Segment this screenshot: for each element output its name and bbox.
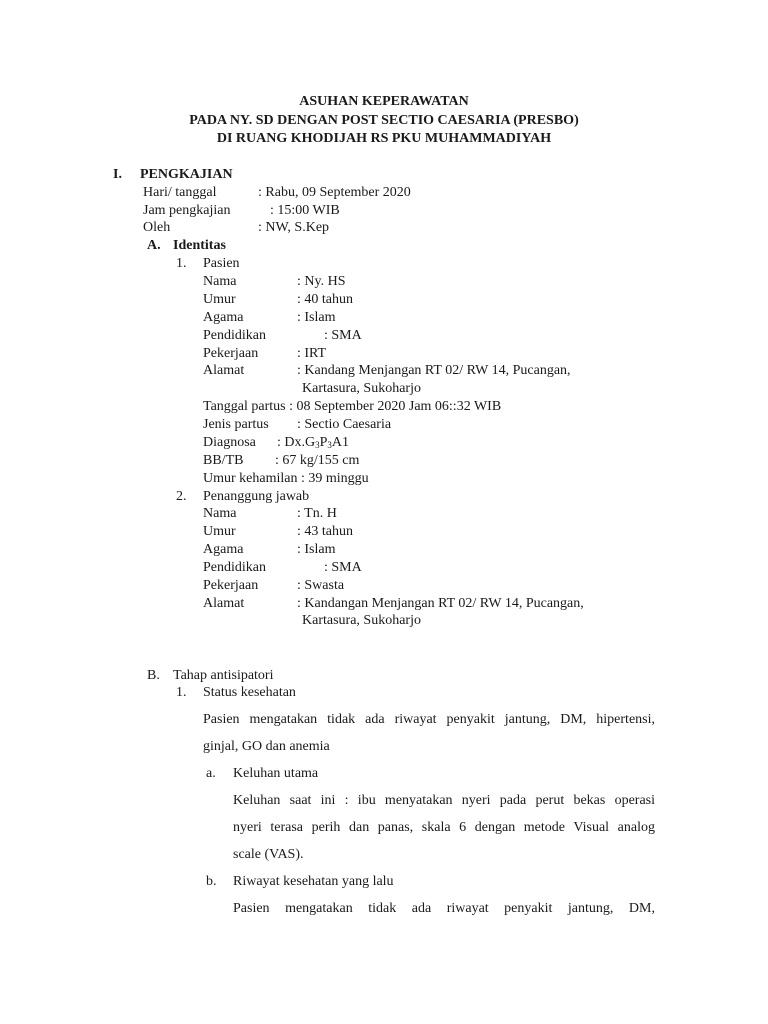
pasien-umur-label: Umur bbox=[203, 292, 236, 307]
diagnosa-abortus: A1 bbox=[331, 435, 350, 450]
penanggung-umur-value: : 43 tahun bbox=[297, 524, 353, 539]
status-paragraph-line-1: Pasien mengatakan tidak ada riwayat penyakit jantung, DM, hipertensi, bbox=[203, 712, 655, 727]
penanggung-pekerjaan-value: : Swasta bbox=[297, 578, 345, 593]
info-value-time: : 15:00 WIB bbox=[270, 203, 340, 218]
penanggung-agama-label: Agama bbox=[203, 542, 244, 557]
penanggung-pendidikan-label: Pendidikan bbox=[203, 560, 266, 575]
title-line-3: DI RUANG KHODIJAH RS PKU MUHAMMADIYAH bbox=[216, 131, 552, 146]
pasien-nama-label: Nama bbox=[203, 274, 237, 289]
keluhan-line-1: Keluhan saat ini : ibu menyatakan nyeri pada perut bekas operasi bbox=[233, 793, 655, 808]
info-label-by: Oleh bbox=[143, 220, 171, 235]
penanggung-nama-value: : Tn. H bbox=[297, 506, 337, 521]
penanggung-alamat-label: Alamat bbox=[203, 596, 245, 611]
pasien-number: 1. bbox=[176, 256, 187, 271]
keluhan-heading: Keluhan utama bbox=[233, 766, 319, 781]
riwayat-line-1: Pasien mengatakan tidak ada riwayat penyakit jantung, DM, bbox=[233, 901, 655, 916]
penanggung-number: 2. bbox=[176, 489, 187, 504]
info-label-date: Hari/ tanggal bbox=[143, 185, 217, 200]
diagnosa-prefix: : Dx.G bbox=[277, 435, 316, 450]
penanggung-pekerjaan-label: Pekerjaan bbox=[203, 578, 259, 593]
pasien-jenis-partus-value: : Sectio Caesaria bbox=[297, 417, 392, 432]
keluhan-line-2: nyeri terasa perih dan panas, skala 6 dengan metode Visual analog bbox=[233, 820, 655, 835]
penanggung-nama-label: Nama bbox=[203, 506, 237, 521]
riwayat-letter: b. bbox=[206, 874, 217, 889]
penanggung-pendidikan-value: : SMA bbox=[324, 560, 362, 575]
keluhan-line-3: scale (VAS). bbox=[233, 847, 304, 862]
penanggung-agama-value: : Islam bbox=[297, 542, 336, 557]
pasien-pendidikan-value: : SMA bbox=[324, 328, 362, 343]
pasien-agama-label: Agama bbox=[203, 310, 244, 325]
pasien-diagnosa-value bbox=[277, 434, 349, 452]
pasien-umur-kehamilan: Umur kehamilan : 39 minggu bbox=[203, 471, 369, 486]
info-value-date: : Rabu, 09 September 2020 bbox=[258, 185, 411, 200]
info-label-time: Jam pengkajian bbox=[143, 203, 231, 218]
diagnosa-para-sub: 3 bbox=[327, 440, 332, 450]
penanggung-heading: Penanggung jawab bbox=[203, 489, 310, 504]
penanggung-alamat-value-2: Kartasura, Sukoharjo bbox=[302, 613, 421, 628]
pasien-alamat-label: Alamat bbox=[203, 363, 245, 378]
keluhan-letter: a. bbox=[206, 766, 216, 781]
riwayat-heading: Riwayat kesehatan yang lalu bbox=[233, 874, 394, 889]
pasien-diagnosa-label: Diagnosa bbox=[203, 435, 256, 450]
subsection-b-heading: Tahap antisipatori bbox=[173, 668, 274, 683]
title-line-2: PADA NY. SD DENGAN POST SECTIO CAESARIA (PRESBO) bbox=[189, 113, 579, 128]
subsection-a-heading: Identitas bbox=[173, 238, 226, 253]
pasien-nama-value: : Ny. HS bbox=[297, 274, 346, 289]
diagnosa-para: P bbox=[319, 435, 328, 450]
pasien-heading: Pasien bbox=[203, 256, 240, 271]
pasien-jenis-partus-label: Jenis partus bbox=[203, 417, 269, 432]
section-number: I. bbox=[113, 167, 122, 182]
subsection-b-letter: B. bbox=[147, 668, 160, 683]
title-line-1: ASUHAN KEPERAWATAN bbox=[299, 94, 469, 109]
status-paragraph-line-2: ginjal, GO dan anemia bbox=[203, 739, 330, 754]
status-heading: Status kesehatan bbox=[203, 685, 296, 700]
subsection-a-letter: A. bbox=[147, 238, 161, 253]
info-value-by: : NW, S.Kep bbox=[258, 220, 330, 235]
penanggung-umur-label: Umur bbox=[203, 524, 236, 539]
section-heading: PENGKAJIAN bbox=[140, 167, 233, 182]
pasien-bbtb-label: BB/TB bbox=[203, 453, 244, 468]
penanggung-alamat-value: : Kandangan Menjangan RT 02/ RW 14, Pucangan, bbox=[297, 596, 584, 611]
pasien-pendidikan-label: Pendidikan bbox=[203, 328, 266, 343]
pasien-bbtb-value: : 67 kg/155 cm bbox=[275, 453, 360, 468]
pasien-agama-value: : Islam bbox=[297, 310, 336, 325]
pasien-pekerjaan-label: Pekerjaan bbox=[203, 346, 259, 361]
pasien-umur-value: : 40 tahun bbox=[297, 292, 353, 307]
pasien-tanggal-partus: Tanggal partus : 08 September 2020 Jam 06::32 WIB bbox=[203, 399, 502, 414]
status-number: 1. bbox=[176, 685, 187, 700]
pasien-pekerjaan-value: : IRT bbox=[297, 346, 327, 361]
pasien-alamat-value: : Kandang Menjangan RT 02/ RW 14, Pucangan, bbox=[297, 363, 571, 378]
pasien-alamat-value-2: Kartasura, Sukoharjo bbox=[302, 381, 421, 396]
diagnosa-gravida-sub: 3 bbox=[315, 440, 320, 450]
